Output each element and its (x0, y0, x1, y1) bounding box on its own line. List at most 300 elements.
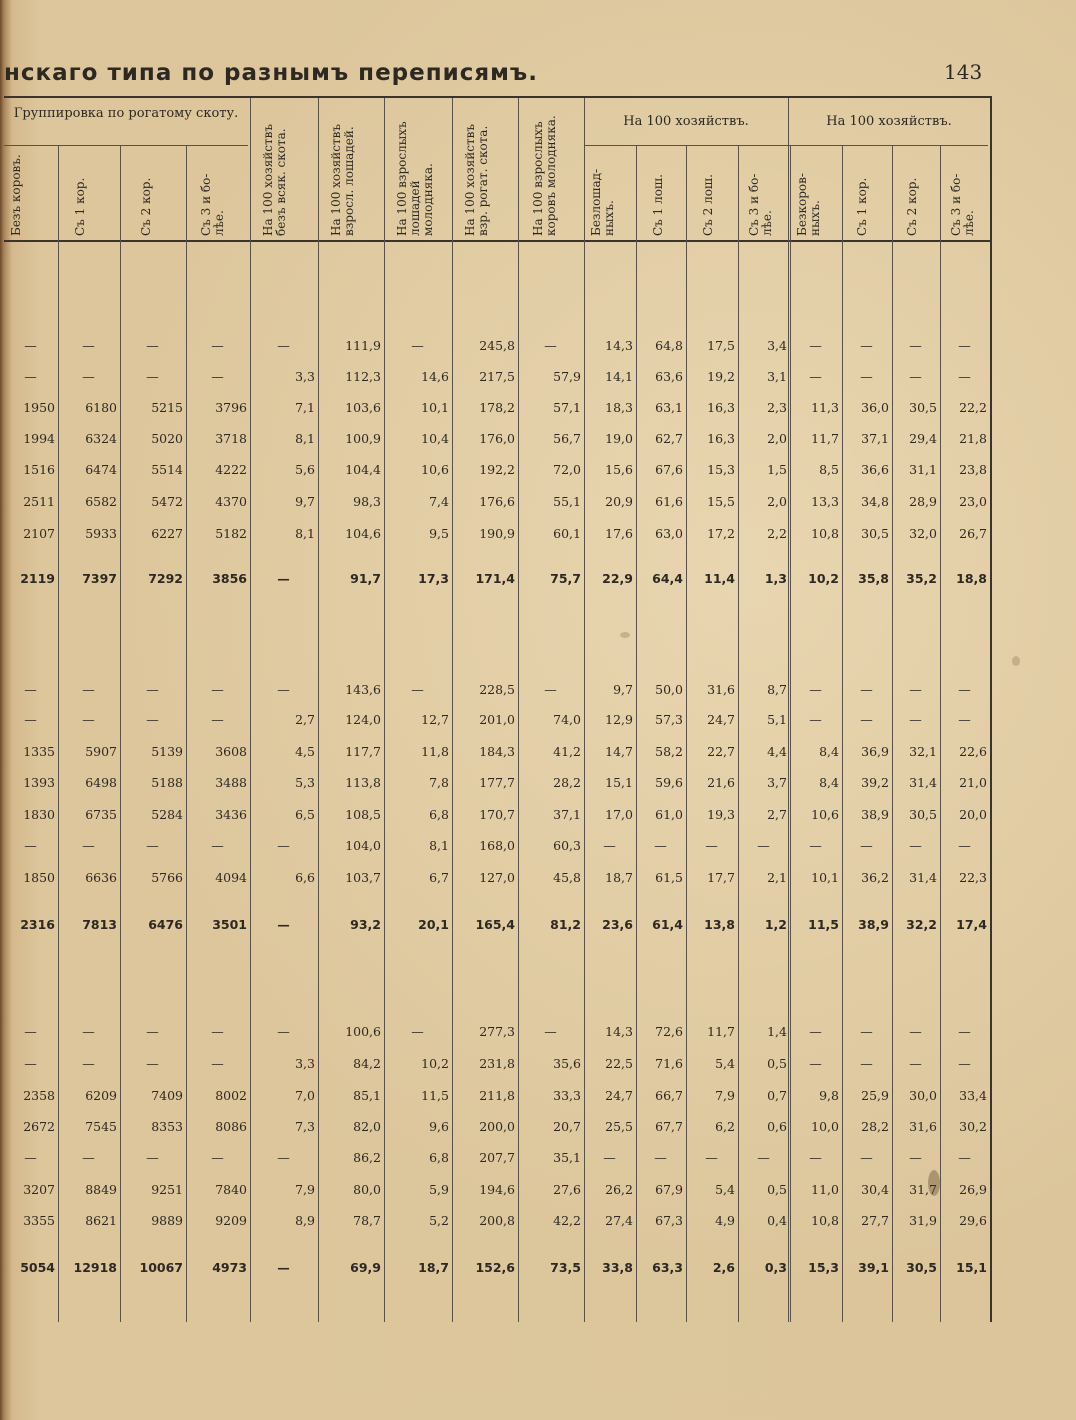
table-cell: — (211, 1024, 224, 1039)
table-cell: 45,8 (553, 870, 581, 885)
group-header-per100-cows: На 100 хозяйствъ. (826, 114, 952, 129)
table-cell: — (146, 338, 159, 353)
table-cell: — (544, 1024, 557, 1039)
table-cell: 9209 (215, 1213, 247, 1228)
table-cell: 9,7 (613, 682, 633, 697)
table-row (0, 1022, 990, 1042)
table-cell: 31,7 (909, 1182, 937, 1197)
table-cell: 14,1 (605, 369, 633, 384)
table-cell: 2107 (23, 526, 55, 541)
table-cell: 1830 (23, 807, 55, 822)
table-cell: — (82, 1150, 95, 1165)
table-cell: 3355 (23, 1213, 55, 1228)
table-cell: — (146, 682, 159, 697)
table-cell: 5284 (151, 807, 183, 822)
table-cell: 66,7 (655, 1088, 683, 1103)
table-cell: 2,2 (767, 526, 787, 541)
table-cell: — (909, 369, 922, 384)
table-cell: 85,1 (353, 1088, 381, 1103)
table-cell: 1335 (23, 744, 55, 759)
table-cell: 5,9 (429, 1182, 449, 1197)
table-cell: 15,1 (956, 1260, 987, 1275)
table-cell: 6,8 (429, 1150, 449, 1165)
table-cell: 8,4 (819, 744, 839, 759)
column-rule (940, 146, 941, 1322)
table-cell: — (809, 712, 822, 727)
table-cell: — (24, 338, 37, 353)
table-cell: 15,5 (707, 494, 735, 509)
table-row (0, 805, 990, 825)
table-cell: 8002 (215, 1088, 247, 1103)
table-cell: 21,0 (959, 775, 987, 790)
table-cell: — (809, 838, 822, 853)
table-cell: 24,7 (707, 712, 735, 727)
table-cell: 165,4 (475, 917, 515, 932)
table-cell: 192,2 (479, 462, 515, 477)
table-cell: 10,1 (811, 870, 839, 885)
table-cell: 16,3 (707, 431, 735, 446)
table-cell: 10067 (139, 1260, 183, 1275)
table-cell: 5020 (151, 431, 183, 446)
table-cell: 8621 (85, 1213, 117, 1228)
table-cell: — (277, 917, 290, 932)
table-cell: 86,2 (353, 1150, 381, 1165)
table-cell: 171,4 (475, 571, 515, 586)
table-cell: 27,7 (861, 1213, 889, 1228)
table-cell: 8,1 (295, 431, 315, 446)
table-cell: — (909, 838, 922, 853)
table-cell: 7,1 (295, 400, 315, 415)
table-cell: 19,2 (707, 369, 735, 384)
table-cell: 12,9 (605, 712, 633, 727)
table-cell: 7,8 (429, 775, 449, 790)
table-cell: 36,0 (861, 400, 889, 415)
table-cell: 217,5 (479, 369, 515, 384)
table-cell: 33,4 (959, 1088, 987, 1103)
table-cell: 57,9 (553, 369, 581, 384)
table-cell: 4222 (215, 462, 247, 477)
table-cell: 16,3 (707, 400, 735, 415)
table-cell: 10,4 (421, 431, 449, 446)
table-cell: — (860, 682, 873, 697)
table-cell: 11,4 (704, 571, 735, 586)
table-cell: — (809, 682, 822, 697)
table-cell: 10,2 (808, 571, 839, 586)
table-row (0, 367, 990, 387)
col-header-6: На 100 взрослыхъ лошадей молодняка. (395, 121, 435, 236)
table-cell: 11,5 (421, 1088, 449, 1103)
table-cell: 18,8 (956, 571, 987, 586)
table-cell: 38,9 (861, 807, 889, 822)
table-cell: — (860, 338, 873, 353)
table-cell: 201,0 (479, 712, 515, 727)
table-cell: 35,2 (906, 571, 937, 586)
table-cell: 69,9 (350, 1260, 381, 1275)
table-cell: — (277, 1024, 290, 1039)
table-row (0, 836, 990, 856)
group-rule-cattle (4, 145, 248, 146)
table-cell: 4370 (215, 494, 247, 509)
table-cell: 3718 (215, 431, 247, 446)
col-header-1: Съ 1 кор. (73, 177, 87, 236)
table-cell: 23,0 (959, 494, 987, 509)
table-cell: — (909, 1024, 922, 1039)
table-cell: — (544, 338, 557, 353)
table-cell: — (958, 1150, 971, 1165)
table-cell: 9,6 (429, 1119, 449, 1134)
column-rule (58, 146, 59, 1322)
table-cell: 30,2 (959, 1119, 987, 1134)
table-cell: 17,4 (956, 917, 987, 932)
table-cell: 143,6 (345, 682, 381, 697)
col-header-10: Съ 1 лош. (651, 174, 665, 236)
col-header-3: Съ 3 и бо- лѣе. (199, 173, 226, 236)
table-cell: — (958, 1024, 971, 1039)
table-cell: 61,5 (655, 870, 683, 885)
table-cell: 18,3 (605, 400, 633, 415)
table-cell: 104,6 (345, 526, 381, 541)
table-cell: 64,8 (655, 338, 683, 353)
table-cell: 32,1 (909, 744, 937, 759)
table-cell: 2119 (20, 571, 55, 586)
table-cell: 31,4 (909, 775, 937, 790)
table-cell: — (277, 838, 290, 853)
table-cell: 6324 (85, 431, 117, 446)
col-header-8: На 100 взрослыхъ коровъ молодняка. (531, 115, 558, 236)
table-cell: — (82, 682, 95, 697)
table-cell: — (958, 682, 971, 697)
table-cell: 7,9 (295, 1182, 315, 1197)
column-rule (892, 146, 893, 1322)
table-cell: — (909, 1056, 922, 1071)
table-cell: 2,1 (767, 870, 787, 885)
table-row (0, 710, 990, 730)
table-cell: 103,7 (345, 870, 381, 885)
table-cell: 81,2 (550, 917, 581, 932)
table-cell: 113,8 (345, 775, 381, 790)
table-row (0, 742, 990, 762)
table-cell: 8,7 (767, 682, 787, 697)
table-cell: 56,7 (553, 431, 581, 446)
table-cell: 5188 (151, 775, 183, 790)
table-cell: 5182 (215, 526, 247, 541)
table-cell: 9889 (151, 1213, 183, 1228)
table-row (0, 336, 990, 356)
table-right-rule (990, 96, 992, 1322)
table-cell: — (277, 1150, 290, 1165)
table-cell: 9,5 (429, 526, 449, 541)
table-cell: 30,5 (861, 526, 889, 541)
table-cell: 35,1 (553, 1150, 581, 1165)
table-cell: 98,3 (353, 494, 381, 509)
table-cell: 6582 (85, 494, 117, 509)
table-cell: 3,1 (767, 369, 787, 384)
paper-stain (1012, 656, 1020, 666)
paper-stain (928, 1170, 940, 1196)
table-cell: — (909, 682, 922, 697)
table-cell: 11,7 (707, 1024, 735, 1039)
table-cell: 33,3 (553, 1088, 581, 1103)
table-cell: 11,7 (811, 431, 839, 446)
table-cell: 1994 (23, 431, 55, 446)
table-row (0, 524, 990, 544)
table-cell: 26,9 (959, 1182, 987, 1197)
table-cell: — (146, 838, 159, 853)
table-cell: 1950 (23, 400, 55, 415)
table-cell: 67,9 (655, 1182, 683, 1197)
table-cell: 194,6 (479, 1182, 515, 1197)
table-cell: 22,6 (959, 744, 987, 759)
table-cell: 37,1 (861, 431, 889, 446)
table-cell: 22,9 (602, 571, 633, 586)
table-cell: 11,5 (808, 917, 839, 932)
table-cell: 8849 (85, 1182, 117, 1197)
table-cell: 28,9 (909, 494, 937, 509)
table-cell: 14,3 (605, 338, 633, 353)
table-cell: 5907 (85, 744, 117, 759)
column-rule (842, 146, 843, 1322)
table-cell: 104,4 (345, 462, 381, 477)
table-cell: — (958, 838, 971, 853)
table-cell: 2,0 (767, 431, 787, 446)
table-cell: — (82, 1056, 95, 1071)
table-cell: 7,3 (295, 1119, 315, 1134)
column-rule (120, 146, 121, 1322)
table-cell: 84,2 (353, 1056, 381, 1071)
table-cell: 60,1 (553, 526, 581, 541)
table-cell: 5054 (20, 1260, 55, 1275)
table-cell: 10,0 (811, 1119, 839, 1134)
table-cell: 29,4 (909, 431, 937, 446)
table-cell: 228,5 (479, 682, 515, 697)
table-cell: 29,6 (959, 1213, 987, 1228)
table-cell: 6,7 (429, 870, 449, 885)
table-cell: 32,0 (909, 526, 937, 541)
table-cell: — (860, 712, 873, 727)
table-cell: 200,8 (479, 1213, 515, 1228)
table-cell: 20,0 (959, 807, 987, 822)
table-cell: 20,1 (418, 917, 449, 932)
table-cell: 3,3 (295, 369, 315, 384)
table-header-rule (4, 240, 992, 242)
table-cell: — (603, 1150, 616, 1165)
col-header-2: Съ 2 кор. (139, 177, 153, 236)
table-cell: 22,7 (707, 744, 735, 759)
table-cell: 190,9 (479, 526, 515, 541)
table-cell: 2,6 (712, 1260, 735, 1275)
table-cell: 10,6 (421, 462, 449, 477)
paper-stain (620, 632, 630, 638)
table-cell: 57,1 (553, 400, 581, 415)
table-row (0, 460, 990, 480)
table-cell: — (277, 1260, 290, 1275)
table-cell: — (146, 712, 159, 727)
table-cell: — (809, 369, 822, 384)
table-cell: 117,7 (345, 744, 381, 759)
table-cell: 61,6 (655, 494, 683, 509)
table-cell: — (958, 1056, 971, 1071)
table-cell: — (24, 838, 37, 853)
table-cell: — (211, 682, 224, 697)
table-cell: 30,0 (909, 1088, 937, 1103)
table-cell: 62,7 (655, 431, 683, 446)
table-row (0, 868, 990, 888)
table-cell: — (211, 1150, 224, 1165)
table-cell: 61,0 (655, 807, 683, 822)
table-cell: 5514 (151, 462, 183, 477)
table-cell: 31,4 (909, 870, 937, 885)
table-cell: 1,4 (767, 1024, 787, 1039)
table-cell: 11,0 (811, 1182, 839, 1197)
table-cell: — (958, 712, 971, 727)
table-cell: — (146, 1024, 159, 1039)
table-cell: 10,8 (811, 1213, 839, 1228)
table-cell: 67,7 (655, 1119, 683, 1134)
table-cell: 5,2 (429, 1213, 449, 1228)
table-cell: 64,4 (652, 571, 683, 586)
table-cell: 3796 (215, 400, 247, 415)
table-cell: 20,9 (605, 494, 633, 509)
table-cell: 55,1 (553, 494, 581, 509)
table-row (0, 1211, 990, 1231)
table-cell: 14,7 (605, 744, 633, 759)
table-cell: 38,9 (858, 917, 889, 932)
table-cell: 4,4 (767, 744, 787, 759)
table-cell: 28,2 (861, 1119, 889, 1134)
table-cell: 2672 (23, 1119, 55, 1134)
col-header-4: На 100 хозяйствъ безъ всяк. скота. (261, 123, 288, 236)
table-cell: 2358 (23, 1088, 55, 1103)
table-cell: 5,4 (715, 1056, 735, 1071)
table-cell: 8,4 (819, 775, 839, 790)
table-cell: 178,2 (479, 400, 515, 415)
col-header-7: На 100 хозяйствъ взр. рогат. скота. (463, 123, 490, 236)
group-rule-per100 (584, 145, 988, 146)
table-cell: 42,2 (553, 1213, 581, 1228)
table-cell: 93,2 (350, 917, 381, 932)
table-cell: 5472 (151, 494, 183, 509)
table-cell: 9,8 (819, 1088, 839, 1103)
table-cell: 0,4 (767, 1213, 787, 1228)
table-cell: 39,2 (861, 775, 889, 790)
table-cell: 8086 (215, 1119, 247, 1134)
table-cell: 184,3 (479, 744, 515, 759)
page-header (0, 58, 1000, 92)
table-cell: 10,2 (421, 1056, 449, 1071)
table-cell: 36,9 (861, 744, 889, 759)
table-cell: — (809, 338, 822, 353)
table-cell: 5,4 (715, 1182, 735, 1197)
table-cell: 50,0 (655, 682, 683, 697)
table-cell: 1850 (23, 870, 55, 885)
table-cell: — (809, 1056, 822, 1071)
page-title: нскаго типа по разнымъ переписямъ. (4, 60, 538, 86)
table-cell: — (544, 682, 557, 697)
table-cell: — (705, 838, 718, 853)
table-cell: 10,1 (421, 400, 449, 415)
col-header-16: Съ 3 и бо- лѣе. (949, 173, 976, 236)
col-header-9: Безлошад- ныхъ. (589, 168, 616, 236)
table-cell: 11,3 (811, 400, 839, 415)
table-cell: — (654, 1150, 667, 1165)
table-cell: 5766 (151, 870, 183, 885)
table-cell: 19,0 (605, 431, 633, 446)
table-cell: 176,6 (479, 494, 515, 509)
table-cell: 80,0 (353, 1182, 381, 1197)
table-cell: — (82, 1024, 95, 1039)
table-cell: 112,3 (345, 369, 381, 384)
col-header-0: Безъ коровъ. (9, 154, 23, 236)
table-cell: 111,9 (345, 338, 381, 353)
col-header-15: Съ 2 кор. (905, 177, 919, 236)
table-cell: 5,3 (295, 775, 315, 790)
table-cell: 211,8 (479, 1088, 515, 1103)
table-cell: 8353 (151, 1119, 183, 1134)
group-header-per100-horses: На 100 хозяйствъ. (623, 114, 749, 129)
table-cell: 3501 (212, 917, 247, 932)
table-cell: 15,3 (808, 1260, 839, 1275)
table-cell: 7409 (151, 1088, 183, 1103)
table-cell: 7,0 (295, 1088, 315, 1103)
table-cell: 9,7 (295, 494, 315, 509)
table-cell: 31,6 (909, 1119, 937, 1134)
table-cell: 2511 (23, 494, 55, 509)
table-cell: 15,1 (605, 775, 633, 790)
table-cell: — (411, 1024, 424, 1039)
table-cell: 13,8 (704, 917, 735, 932)
table-cell: 63,3 (652, 1260, 683, 1275)
table-cell: 8,5 (819, 462, 839, 477)
table-cell: — (860, 1056, 873, 1071)
table-cell: 30,5 (906, 1260, 937, 1275)
table-cell: 3207 (23, 1182, 55, 1197)
table-cell: 0,5 (767, 1056, 787, 1071)
table-cell: 8,9 (295, 1213, 315, 1228)
table-cell: 35,8 (858, 571, 889, 586)
table-cell: — (860, 369, 873, 384)
table-cell: 3,3 (295, 1056, 315, 1071)
table-cell: 2,3 (767, 400, 787, 415)
table-cell: 10,8 (811, 526, 839, 541)
table-cell: 17,3 (418, 571, 449, 586)
table-cell: 17,2 (707, 526, 735, 541)
table-cell: — (809, 1024, 822, 1039)
table-cell: 67,3 (655, 1213, 683, 1228)
table-cell: 3,4 (767, 338, 787, 353)
table-cell: 8,1 (295, 526, 315, 541)
table-cell: — (211, 838, 224, 853)
table-cell: 63,0 (655, 526, 683, 541)
table-cell: 39,1 (858, 1260, 889, 1275)
table-row (0, 915, 990, 935)
table-cell: 176,0 (479, 431, 515, 446)
table-cell: 108,5 (345, 807, 381, 822)
table-cell: 67,6 (655, 462, 683, 477)
table-cell: 30,5 (909, 807, 937, 822)
table-row (0, 1054, 990, 1074)
table-cell: 8,1 (429, 838, 449, 853)
table-cell: 6636 (85, 870, 117, 885)
table-cell: — (411, 682, 424, 697)
table-cell: 5933 (85, 526, 117, 541)
table-cell: 9251 (151, 1182, 183, 1197)
table-top-rule (4, 96, 992, 98)
table-cell: 31,9 (909, 1213, 937, 1228)
table-cell: — (211, 369, 224, 384)
table-cell: — (24, 682, 37, 697)
table-row (0, 429, 990, 449)
group-header-cattle: Группировка по рогатому скоту. (13, 106, 239, 121)
